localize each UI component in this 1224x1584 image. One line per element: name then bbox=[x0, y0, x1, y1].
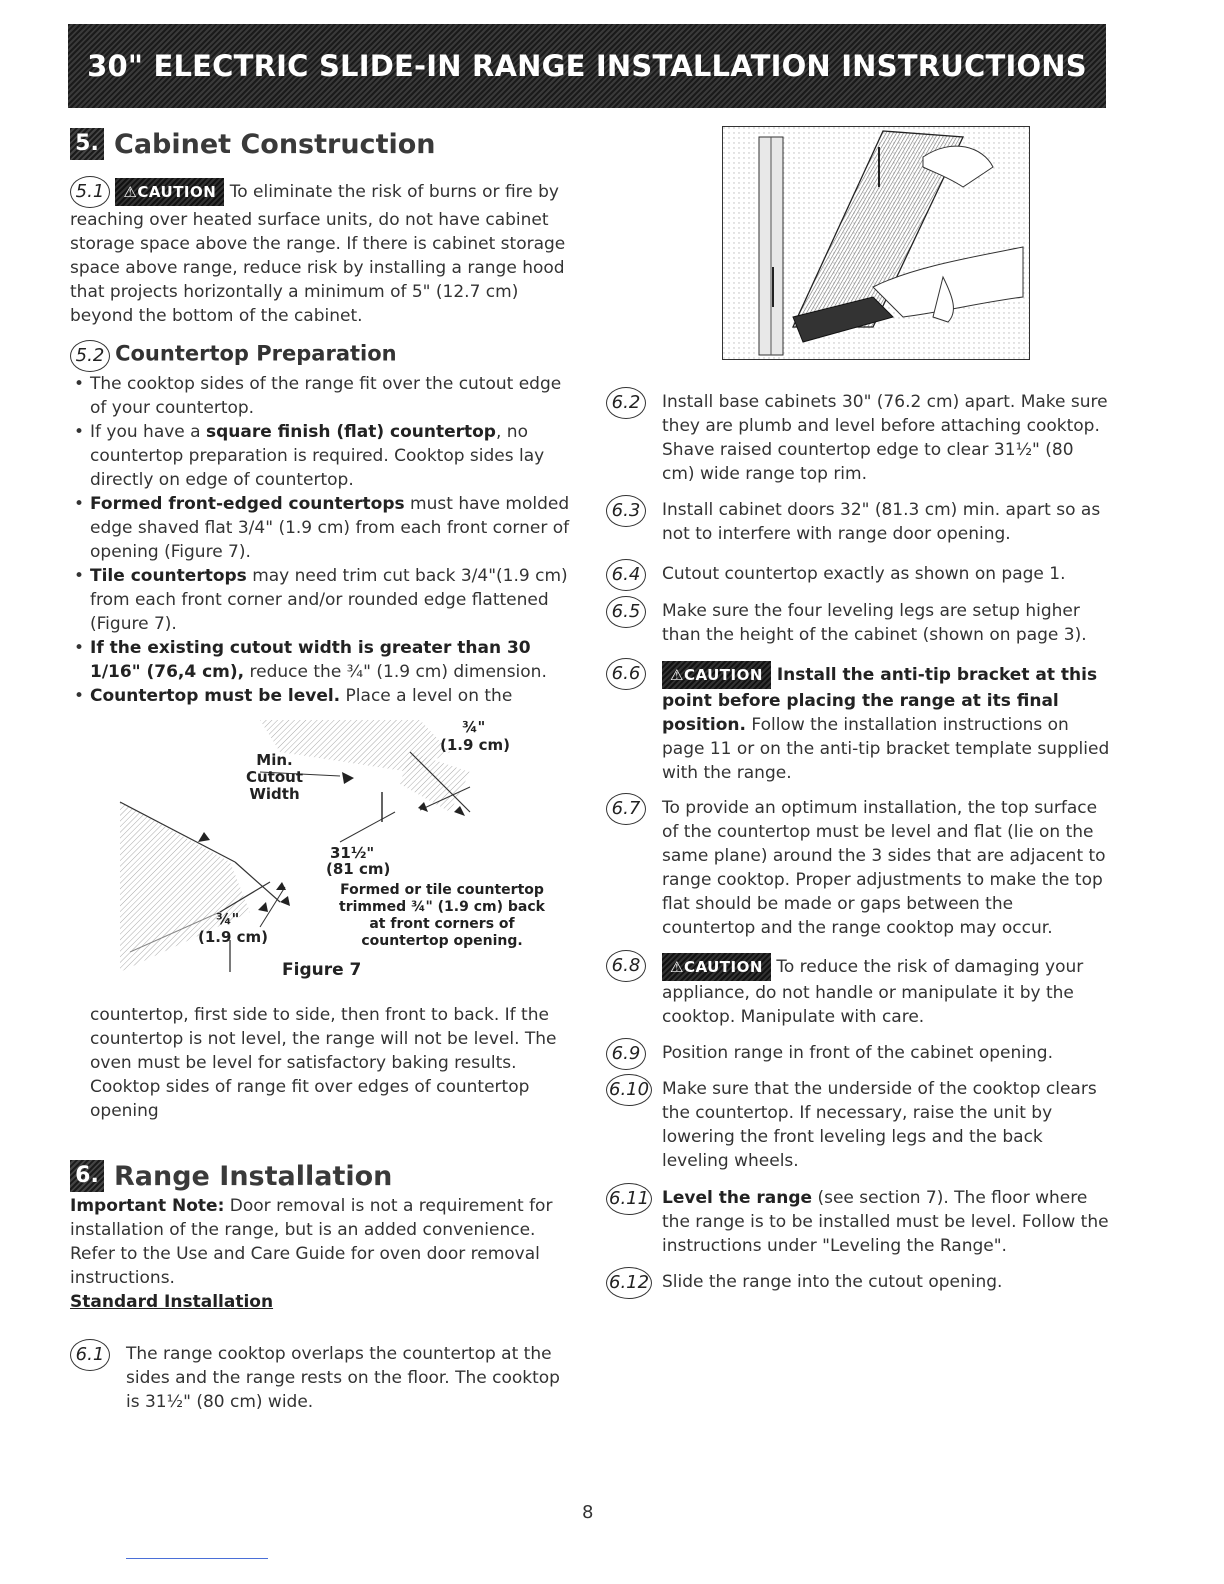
section-5-heading bbox=[70, 128, 436, 160]
step-6-5 bbox=[606, 599, 1111, 647]
caution-badge: ⚠CAUTION bbox=[115, 178, 224, 206]
warning-triangle-icon: ⚠ bbox=[670, 958, 684, 976]
warning-triangle-icon: ⚠ bbox=[123, 183, 138, 201]
step-5-1-text: To eliminate the risk of burns or fire by reaching over heated surface units, do not have cabinet storage space above the range. If there is cabinet storage space above range, reduce risk by installing a range hood that projects horizontally a minimum of 5" (12.7 cm) beyond the bottom of the cabinet. bbox=[70, 182, 566, 326]
countertop-preparation-title: Countertop Preparation bbox=[115, 341, 397, 366]
step-6-7-text: To provide an optimum installation, the top surface of the countertop must be level and flat (lie on the same plane) around the 3 sides that are adjacent to range cooktop. Proper adjustments to make the top flat should be made or gaps between the countertop and the range cooktop may occur. bbox=[662, 798, 1106, 938]
step-6-1-text: The range cooktop overlaps the countertop at the sides and the range rests on the floor. The cooktop is 31½" (80 cm) wide. bbox=[126, 1344, 560, 1412]
countertop-level-continuation: countertop, first side to side, then front to back. If the countertop is not level, the range will not be level. The oven must be level for satisfactory baking results. Cooktop sides of range fit over edges of countertop opening bbox=[90, 1005, 557, 1121]
caution-badge: ⚠CAUTION bbox=[662, 661, 771, 689]
step-6-1 bbox=[70, 1342, 575, 1414]
section-6-heading bbox=[70, 1160, 392, 1192]
standard-installation-heading: Standard Installation bbox=[70, 1292, 274, 1312]
step-6-3 bbox=[606, 498, 1111, 546]
step-5-1 bbox=[70, 176, 572, 328]
door-removal-drawing bbox=[723, 127, 1029, 359]
step-6-6 bbox=[606, 661, 1111, 785]
step-number-5-2: 5.2 bbox=[70, 340, 110, 372]
step-number-6-5: 6.5 bbox=[606, 596, 646, 628]
step-number-6-10: 6.10 bbox=[606, 1074, 652, 1106]
dim-width-label: 31½" bbox=[330, 844, 375, 862]
step-6-4-text: Cutout countertop exactly as shown on page 1. bbox=[662, 564, 1066, 584]
step-number-6-3: 6.3 bbox=[606, 495, 646, 527]
step-number-6-6: 6.6 bbox=[606, 658, 646, 690]
countertop-bullets bbox=[70, 372, 575, 708]
footer-rule bbox=[126, 1558, 268, 1559]
dim-top-cm-label: (1.9 cm) bbox=[440, 736, 511, 754]
dim-left-label: ¾" bbox=[216, 910, 240, 928]
step-number-6-7: 6.7 bbox=[606, 793, 646, 825]
figure-7 bbox=[110, 712, 570, 988]
min-cutout-width-label: Min. Cutout Width bbox=[246, 751, 304, 803]
step-6-10-text: Make sure that the underside of the cooktop clears the countertop. If necessary, raise the unit by lowering the front leveling legs and the back leveling wheels. bbox=[662, 1079, 1097, 1171]
step-5-2-heading bbox=[70, 340, 397, 372]
dim-width-cm-label: (81 cm) bbox=[326, 860, 391, 878]
dim-left-cm-label: (1.9 cm) bbox=[198, 928, 269, 946]
step-6-8-text: ⚠CAUTION To reduce the risk of damaging your appliance, do not handle or manipulate it by the cooktop. Manipulate with care. bbox=[662, 953, 1111, 1029]
step-6-4 bbox=[606, 562, 1111, 586]
bullet-item: • Countertop must be level. Place a level on the bbox=[70, 684, 575, 708]
important-note bbox=[70, 1194, 570, 1290]
step-number-6-4: 6.4 bbox=[606, 559, 646, 591]
section-6-number: 6. bbox=[70, 1160, 104, 1192]
step-6-7 bbox=[606, 796, 1111, 940]
section-5-title: Cabinet Construction bbox=[114, 128, 436, 160]
caution-badge: ⚠CAUTION bbox=[662, 953, 771, 981]
oven-door-illustration bbox=[722, 126, 1030, 360]
step-number-6-2: 6.2 bbox=[606, 387, 646, 419]
step-6-6-text: ⚠CAUTION Install the anti-tip bracket at this point before placing the range at its final position. Follow the installation instructions on page 11 or on the anti-tip bracket template supplied with the range. bbox=[662, 661, 1111, 785]
dim-top-label: ¾" bbox=[462, 718, 486, 736]
page-number: 8 bbox=[582, 1502, 594, 1523]
step-6-11-text: Level the range (see section 7). The floor where the range is to be installed must be level. Follow the instructions under "Leveling the Range". bbox=[662, 1188, 1109, 1256]
figure-7-caption: Figure 7 bbox=[282, 960, 362, 980]
bullet-item: • Tile countertops may need trim cut back 3/4"(1.9 cm) from each front corner and/or rounded edge flattened (Figure 7). bbox=[70, 564, 575, 636]
step-6-8 bbox=[606, 953, 1111, 1029]
section-6-title: Range Installation bbox=[114, 1160, 393, 1192]
step-number-6-1: 6.1 bbox=[70, 1339, 110, 1371]
page-title: 30" ELECTRIC SLIDE-IN RANGE INSTALLATION INSTRUCTIONS bbox=[87, 49, 1087, 83]
important-note-text: Door removal is not a requirement for installation of the range, but is an added convenience. Refer to the Use and Care Guide for oven door removal instructions. bbox=[70, 1196, 553, 1288]
step-number-5-1: 5.1 bbox=[70, 176, 110, 208]
step-number-6-9: 6.9 bbox=[606, 1038, 646, 1070]
formed-tile-note: Formed or tile countertop trimmed ¾" (1.9 cm) back at front corners of countertop opening. bbox=[339, 882, 545, 949]
bullet-item: • The cooktop sides of the range fit over the cutout edge of your countertop. bbox=[70, 372, 575, 420]
step-number-6-12: 6.12 bbox=[606, 1267, 652, 1299]
step-6-2-text: Install base cabinets 30" (76.2 cm) apart. Make sure they are plumb and level before attaching cooktop. Shave raised countertop edge to clear 31½" (80 cm) wide range top rim. bbox=[662, 392, 1108, 484]
step-number-6-8: 6.8 bbox=[606, 950, 646, 982]
step-number-6-11: 6.11 bbox=[606, 1183, 652, 1215]
step-6-9 bbox=[606, 1041, 1111, 1065]
step-6-5-text: Make sure the four leveling legs are setup higher than the height of the cabinet (shown on page 3). bbox=[662, 601, 1087, 645]
step-6-11 bbox=[606, 1186, 1111, 1258]
step-6-12-text: Slide the range into the cutout opening. bbox=[662, 1272, 1003, 1292]
step-6-9-text: Position range in front of the cabinet opening. bbox=[662, 1043, 1053, 1063]
important-note-label: Important Note: bbox=[70, 1196, 225, 1216]
header-banner bbox=[68, 24, 1106, 108]
section-5-number: 5. bbox=[70, 128, 104, 160]
step-6-3-text: Install cabinet doors 32" (81.3 cm) min. apart so as not to interfere with range door opening. bbox=[662, 500, 1101, 544]
bullet-item: • If you have a square finish (flat) countertop, no countertop preparation is required. Cooktop sides lay directly on edge of countertop. bbox=[70, 420, 575, 492]
warning-triangle-icon: ⚠ bbox=[670, 666, 684, 684]
step-6-10 bbox=[606, 1077, 1111, 1173]
step-6-2 bbox=[606, 390, 1111, 486]
bullet-item: • If the existing cutout width is greater than 30 1/16" (76,4 cm), reduce the ¾" (1.9 cm) dimension. bbox=[70, 636, 575, 684]
bullet-item: • Formed front-edged countertops must have molded edge shaved flat 3/4" (1.9 cm) from each front corner of opening (Figure 7). bbox=[70, 492, 575, 564]
step-6-12 bbox=[606, 1270, 1111, 1294]
